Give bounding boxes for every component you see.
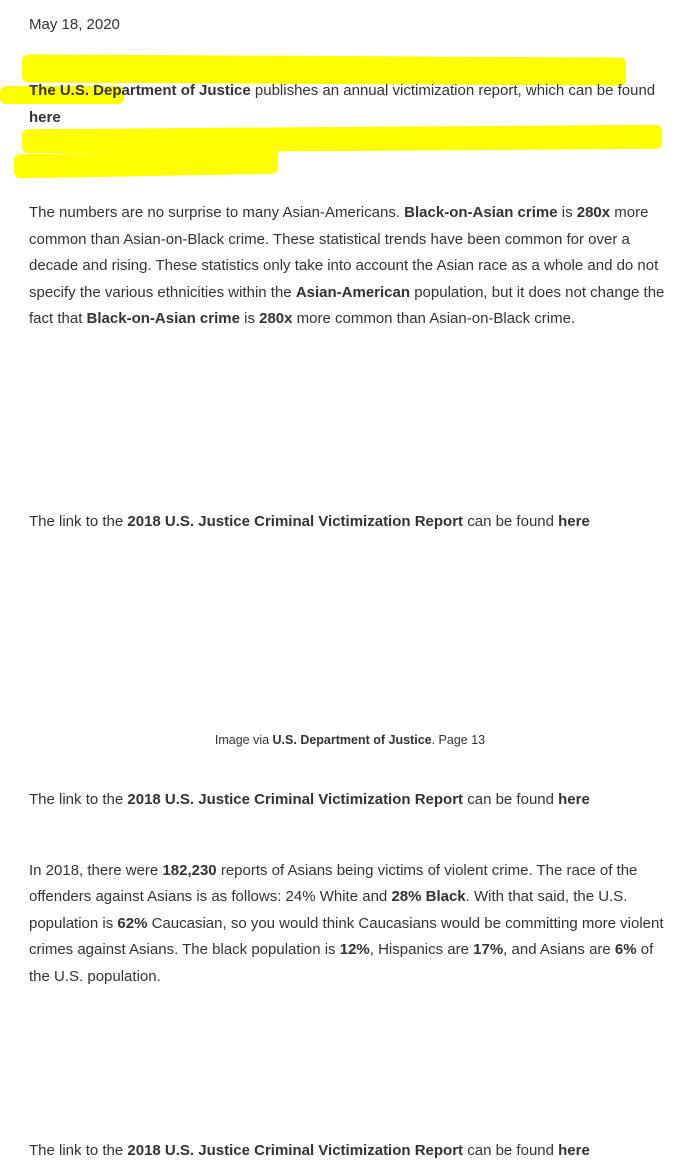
offender-bold: 12% (339, 941, 370, 958)
stat-bold: Asian-American (295, 283, 411, 301)
offender-bold: 62% (117, 914, 148, 932)
offender-bold: 17% (473, 941, 504, 958)
stat-bold: 280x (259, 310, 293, 327)
offender-text: reports of Asians being victims of violent crime. The race of the offenders against Asians is as follows: 24% White and (29, 861, 638, 905)
report-title: 2018 U.S. Justice Criminal Victimization Report (127, 791, 464, 808)
report-link-paragraph (29, 787, 669, 814)
report-link[interactable]: here (558, 512, 590, 530)
intro-paragraph (29, 78, 669, 131)
stat-text: more common than Asian-on-Black crime. (292, 310, 576, 327)
caption-text: Image via (214, 733, 273, 747)
stat-bold: Black-on-Asian crime (404, 204, 558, 221)
stat-text: is (557, 204, 577, 221)
offender-bold: 28% Black (391, 888, 466, 905)
report-link-paragraph (29, 1138, 669, 1165)
doj-name: The U.S. Department of Justice (29, 82, 251, 99)
offender-bold: 6% (614, 941, 637, 958)
offender-bold: 182,230 (162, 861, 217, 879)
caption-source: U.S. Department of Justice (272, 733, 432, 747)
statistics-paragraph (29, 200, 669, 333)
link-text: The link to the (29, 791, 128, 808)
link-text: The link to the (29, 1142, 128, 1159)
link-text: can be found (463, 791, 559, 808)
offender-text: , and Asians are (503, 941, 615, 958)
offender-text: In 2018, there were (29, 861, 163, 879)
highlight-stroke (14, 150, 278, 179)
stat-text: population, but it does not change the fact that (29, 283, 665, 327)
stat-bold: 280x (576, 204, 611, 221)
report-link[interactable]: here (558, 791, 590, 808)
stat-text: more common than Asian-on-Black crime. These statistical trends have been common for over a decade and rising. These statistics only take into account the Asian race as a whole and do not specify the various ethnicities within the (29, 204, 659, 301)
image-caption (0, 730, 700, 750)
offender-text: , Hispanics are (369, 941, 474, 958)
stat-bold: Black-on-Asian crime (86, 310, 240, 327)
intro-text: publishes an annual victimization report, which can be found (250, 82, 656, 99)
offender-text: Caucasian, so you would think Caucasians would be committing more violent crimes against Asians. The black population is (29, 914, 664, 958)
report-link[interactable]: here (29, 108, 61, 126)
stat-text: is (239, 310, 260, 327)
caption-text: . Page 13 (431, 733, 486, 747)
report-link-paragraph (29, 509, 669, 536)
link-text: can be found (463, 512, 559, 530)
link-text: can be found (463, 1142, 559, 1159)
offender-text: of the U.S. population. (29, 941, 654, 985)
offender-text: . With that said, the U.S. population is (29, 888, 628, 932)
offenders-paragraph (29, 858, 669, 991)
stat-text: The numbers are no surprise to many Asian-Americans. (29, 204, 405, 221)
post-date: May 18, 2020 (29, 16, 120, 33)
link-text: The link to the (29, 512, 128, 530)
report-link[interactable]: here (558, 1142, 590, 1159)
report-title: 2018 U.S. Justice Criminal Victimization Report (127, 512, 464, 530)
report-title: 2018 U.S. Justice Criminal Victimization Report (127, 1142, 464, 1159)
